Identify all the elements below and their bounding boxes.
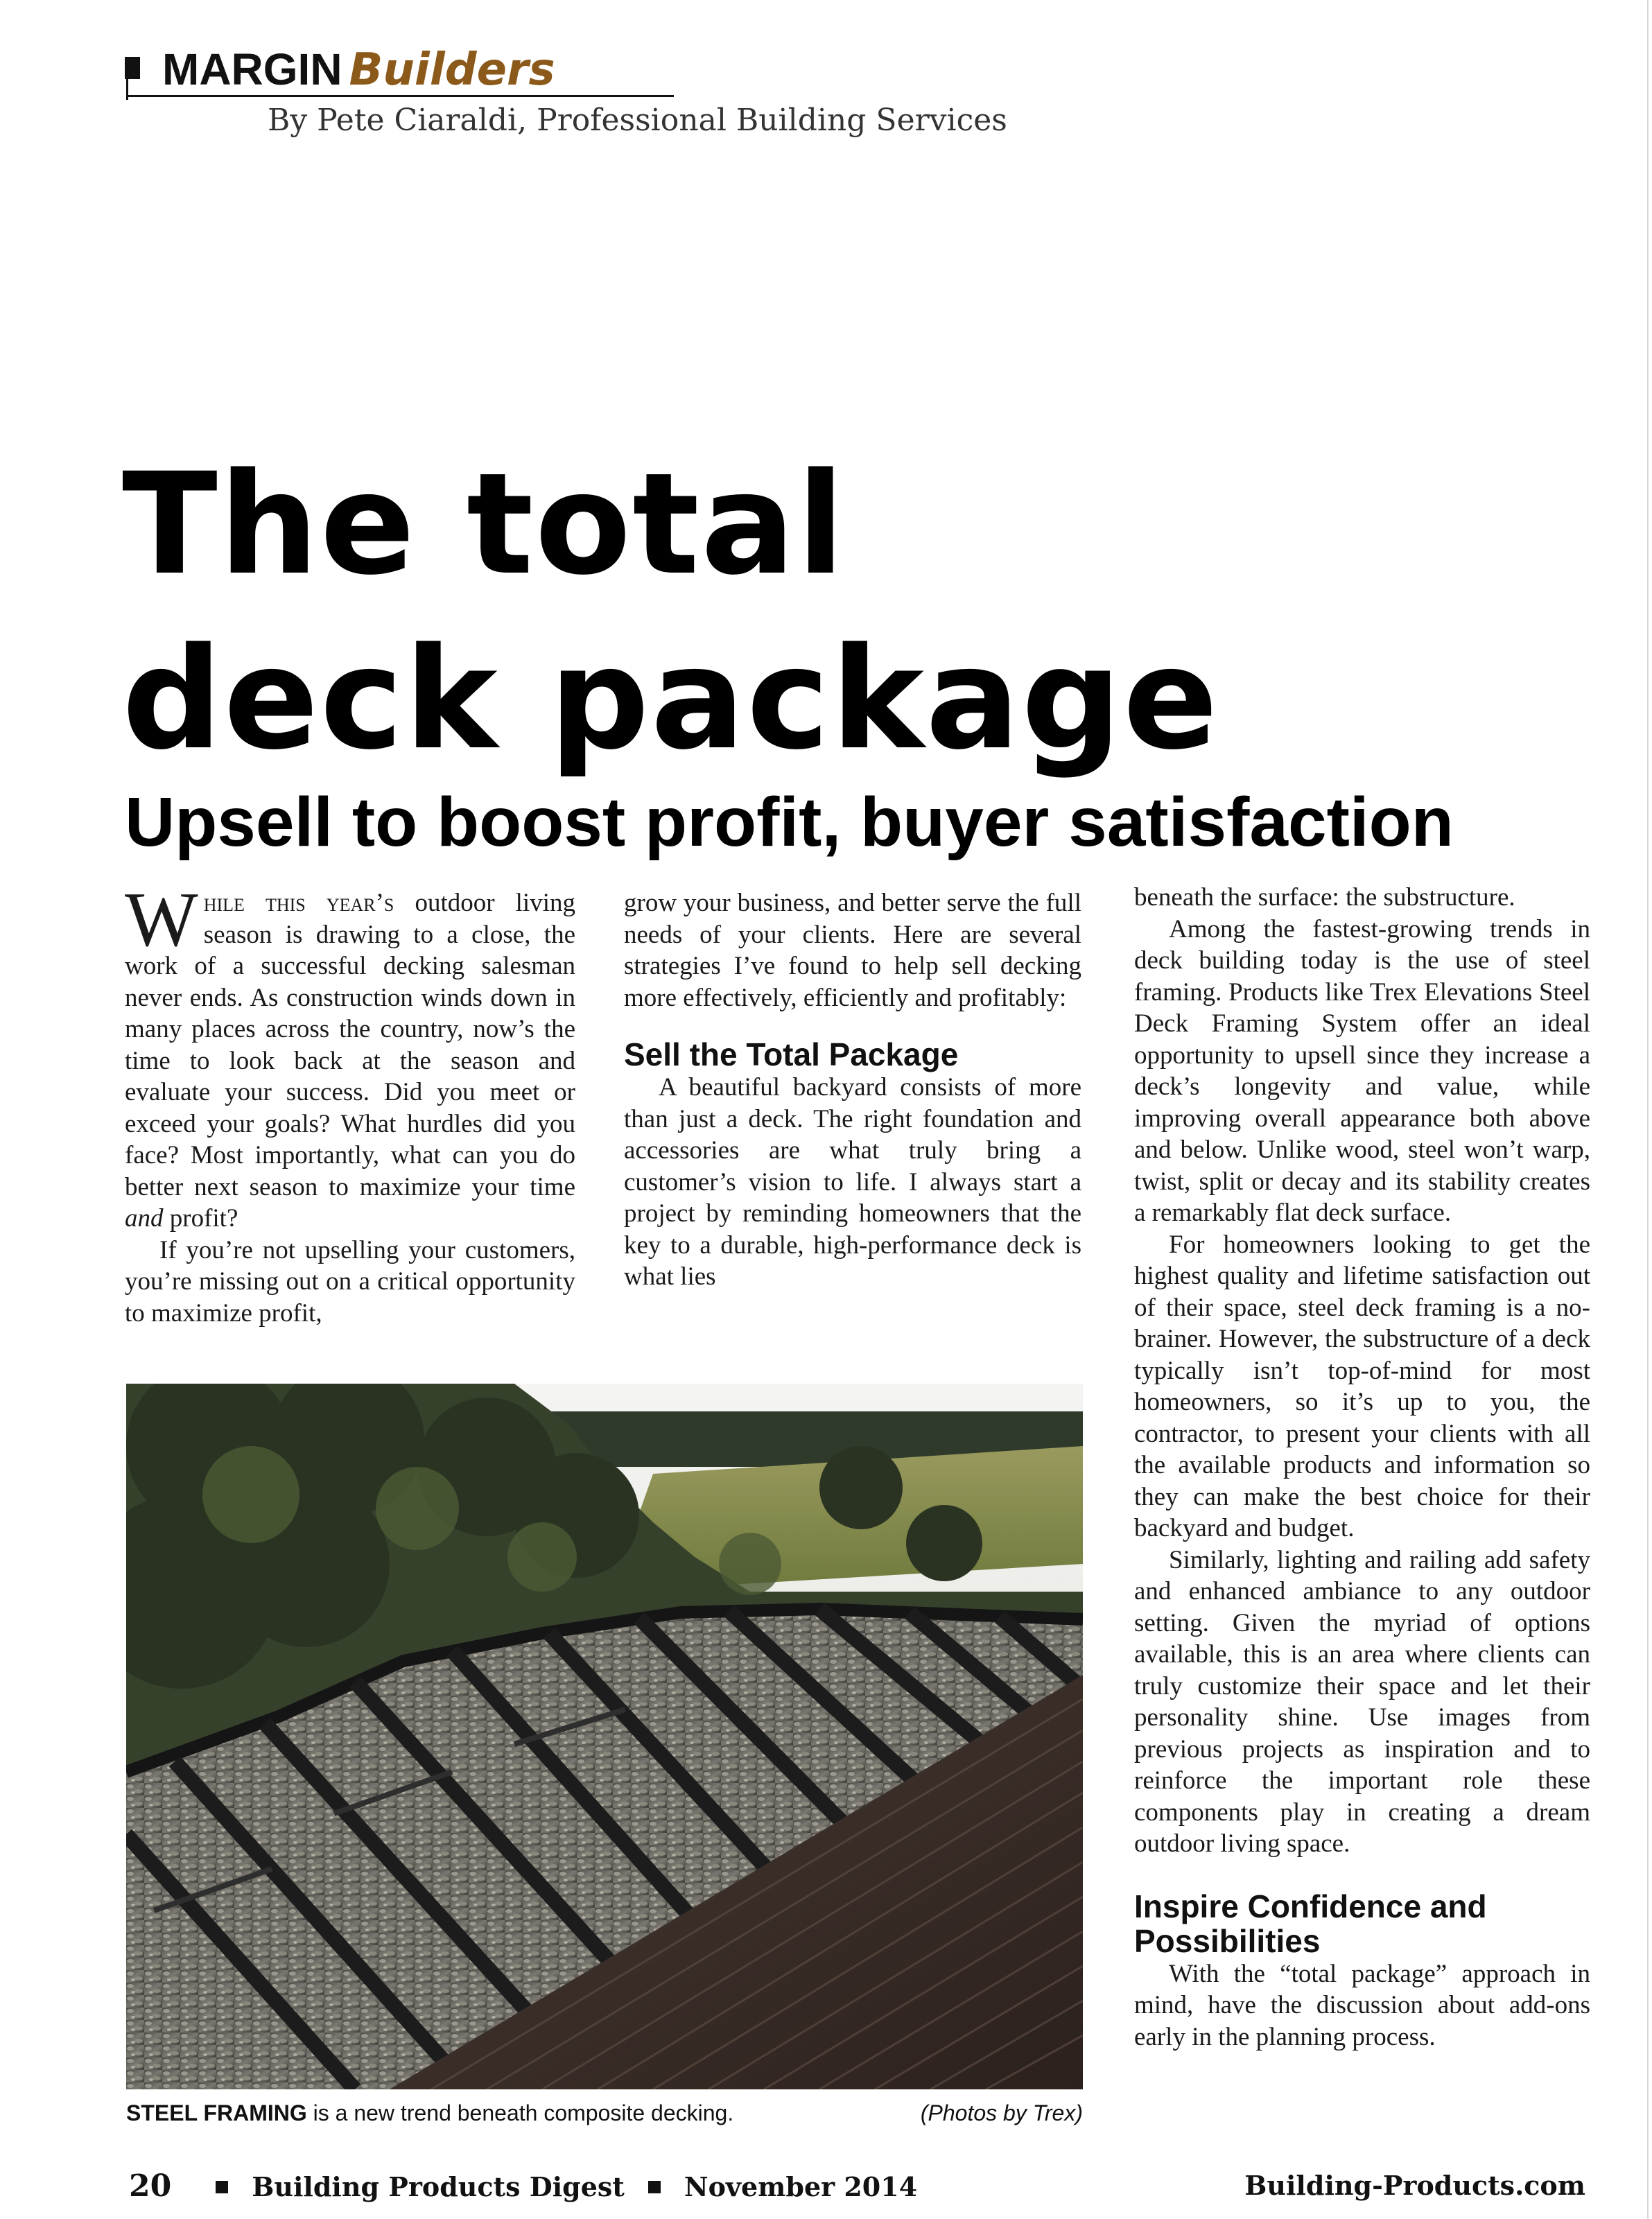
issue-date: November 2014 — [684, 2171, 918, 2202]
footer-bullet — [216, 2181, 228, 2193]
caption-lead: STEEL FRAMING — [126, 2100, 307, 2125]
headline-line-2: deck package — [122, 617, 1219, 781]
footer-bullet — [648, 2181, 661, 2193]
paragraph: A beautiful backyard consists of more than just a deck. The right foundation and accessories are what truly bring a customer’s vision to life. I always start a project by reminding homeowners that the key to a durable, high-performance deck is what lies — [624, 1073, 1081, 1291]
paragraph: Similarly, lighting and railing add safety and enhanced ambiance to any outdoor setting. Given the myriad of options available, this is an area where clients can truly customize their space and let their personality shine. Use images from previous projects as inspiration and to reinforce the important role these components play in creating a dream outdoor living space. — [1134, 1545, 1590, 1858]
paragraph: grow your business, and better serve the full needs of your clients. Here are several strategies I’ve found to help sell decking more effectively, efficiently and profitably: — [624, 889, 1081, 1012]
article-column-1 — [125, 877, 575, 1329]
emphasis: and — [125, 1204, 164, 1233]
paragraph: Among the fastest-growing trends in deck building today is the use of steel framing. Products like Trex Elevations Steel Deck Framing System offer an ideal opportunity to upsell since they increase a deck’s longevity and value, while improving overall appearance both above and below. Unlike wood, steel won’t warp, twist, split or decay and its stability creates a remarkably flat deck surface. — [1134, 914, 1590, 1227]
lead-in-smallcaps: hile this year’s — [203, 889, 394, 917]
headline — [122, 437, 1219, 786]
section-marker-square — [125, 57, 140, 79]
article-column-3 — [1134, 882, 1590, 2053]
section-word-builders: Builders — [349, 44, 555, 96]
paragraph: If you’re not upselling your customers, you’re missing out on a critical opportunity to maximize profit, — [125, 1235, 575, 1328]
section-heading: Sell the Total Package — [624, 1036, 959, 1072]
section-word-margin: MARGIN — [162, 44, 342, 94]
paragraph: beneath the surface: the substructure. — [1134, 883, 1515, 912]
section-title — [162, 42, 555, 98]
page-number: 20 — [129, 2168, 172, 2204]
paragraph-text-end: profit? — [163, 1204, 238, 1233]
photo-caption — [126, 2100, 1083, 2126]
page-edge — [1647, 0, 1649, 2219]
caption-text: is a new trend beneath composite decking. — [306, 2100, 734, 2125]
headline-line-1: The total — [122, 442, 846, 606]
article-column-2 — [624, 887, 1081, 1293]
website-link[interactable]: Building-Products.com — [1244, 2170, 1585, 2201]
byline: By Pete Ciaraldi, Professional Building Services — [268, 103, 1007, 138]
deck-framing-photo — [126, 1384, 1083, 2089]
subheadline: Upsell to boost profit, buyer satisfaction — [125, 783, 1454, 861]
paragraph: With the “total package” approach in mind, have the discussion about add-ons early in the planning process. — [1134, 1959, 1590, 2051]
drop-cap: W — [125, 877, 198, 963]
paragraph-text: outdoor living season is drawing to a close, the work of a successful decking salesman never ends. As construction winds down in many places across the country, now’s the time to look back at the season and evaluate your success. Did you meet or exceed your goals? What hurdles did you face? Most importantly, what can you do better next season to maximize your time — [125, 889, 575, 1201]
section-heading: Inspire Confidence and Possibilities — [1134, 1888, 1487, 1959]
publication-name: Building Products Digest — [252, 2171, 625, 2202]
paragraph — [125, 877, 575, 1235]
footer — [129, 2168, 917, 2204]
photo-credit: (Photos by Trex) — [920, 2100, 1083, 2125]
paragraph: For homeowners looking to get the highest quality and lifetime satisfaction out of their space, steel deck framing is a no-brainer. However, the substructure of a deck typically isn’t top-of-mind for most homeowners, so it’s up to you, the contractor, to present your clients with all the available products and information so they can make the best choice for their backyard and budget. — [1134, 1230, 1590, 1542]
